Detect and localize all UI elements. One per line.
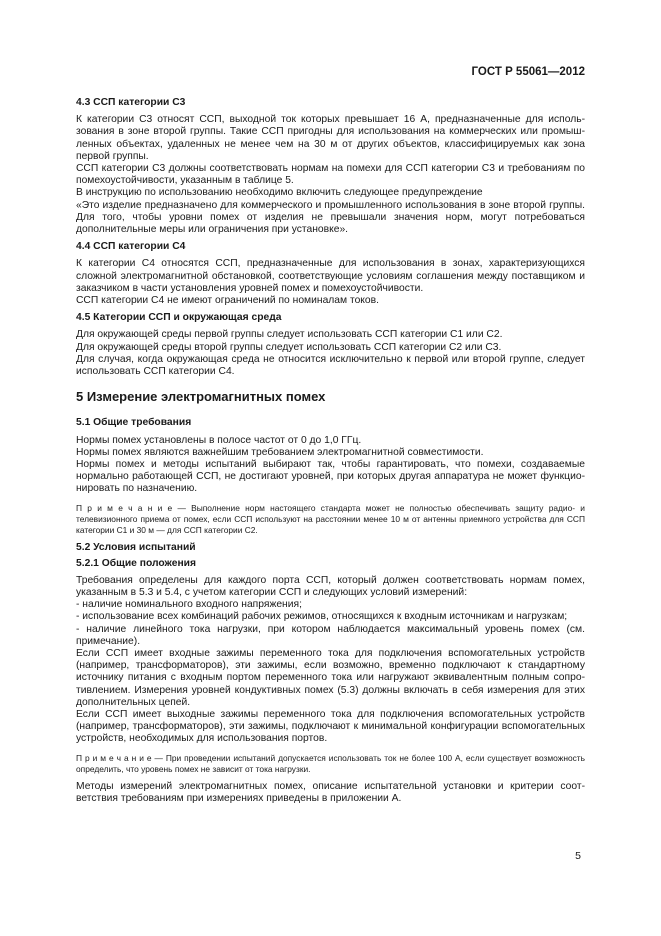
paragraph: Нормы помех установлены в полосе частот от 0 до 1,0 ГГц. xyxy=(76,434,362,446)
list-item: - наличие номинального входного напряжения; xyxy=(76,599,302,611)
paragraph: Для окружающей среды первой группы следует использовать ССП категории С1 или С2. xyxy=(76,329,503,341)
list-item: - использование всех комбинаций рабочих режимов, относящихся к входным источникам и нагрузкам; xyxy=(76,611,568,623)
document-standard-id: ГОСТ Р 55061—2012 xyxy=(471,66,585,78)
section-5-1-heading: 5.1 Общие требования xyxy=(76,417,192,429)
paragraph: Нормы помех являются важнейшим требованием электромагнитной совместимости. xyxy=(76,446,484,458)
section-4-3-heading: 4.3 ССП категории С3 xyxy=(76,97,186,108)
section-4-4-heading: 4.4 ССП категории С4 xyxy=(76,241,186,253)
paragraph: Если ССП имеет входные зажимы переменного тока для подключения вспомогательных устройств (например, трансформаторов), эти зажимы, если возможно, временно подключают к стандартному источнику питания с входным портом переменного тока или нагружают эквивалентным полным сопротивлением. Измерения уровней кондуктивных помех (5.3) должны включать в себя измерения для этих дополнительных цепей. xyxy=(76,647,585,708)
paragraph: ССП категории С3 должны соответствовать нормам на помехи для ССП категории С3 и требованиям по помехоустойчивости, указанным в таблице 5. xyxy=(76,163,585,187)
note: П р и м е ч а н и е — Выполнение норм настоящего стандарта может не полностью обеспечивать защиту радио- и телевизионного приема от помех, если ССП используют на расстоянии менее 10 м от антенны приемного устройства для ССП категории С1 и 30 м — для ССП категории С2. xyxy=(76,502,585,536)
section-4-5-heading: 4.5 Категории ССП и окружающая среда xyxy=(76,312,282,324)
paragraph: Для окружающей среды второй группы следует использовать ССП категории С2 или С3. xyxy=(76,341,502,353)
page-number: 5 xyxy=(575,850,581,862)
paragraph: В инструкцию по использованию необходимо включить следующее предупреждение xyxy=(76,187,483,199)
paragraph: ССП категории С4 не имеют ограничений по номиналам токов. xyxy=(76,295,379,307)
paragraph: Для случая, когда окружающая среда не относится исключительно к первой или второй группе, следует использовать ССП категории С4. xyxy=(76,353,585,378)
section-5-2-heading: 5.2 Условия испытаний xyxy=(76,542,196,554)
paragraph: Методы измерений электромагнитных помех, описание испытательной установки и критерии соответствия требованиям при измерениях приведены в приложении А. xyxy=(76,780,585,805)
list-item: - наличие линейного тока нагрузки, при котором наблюдается максимальный уровень помех (см. примечание). xyxy=(76,623,585,647)
paragraph: Нормы помех и методы испытаний выбирают так, чтобы гарантировать, что помехи, создаваемые нормально работающей ССП, не достигают уровней, при которых другая аппаратура не может функционировать по назначению. xyxy=(76,459,585,495)
section-5-2-1-heading: 5.2.1 Общие положения xyxy=(76,557,196,569)
paragraph: Требования определены для каждого порта ССП, который должен соответствовать нормам помех, указанным в 5.3 и 5.4, с учетом категории ССП и следующих условий измерений: xyxy=(76,574,585,598)
note: П р и м е ч а н и е — При проведении испытаний допускается использовать ток не более 100 А, если существует возможность определить, что уровень помех не зависит от тока нагрузки. xyxy=(76,752,585,774)
document-body xyxy=(76,97,585,805)
paragraph: «Это изделие предназначено для коммерческого и промышленного использования в зоне второй группы. Для того, чтобы уровни помех от изделия не превышали значения норм, могут потребоваться дополнительные меры или ограничения при установке». xyxy=(76,199,585,236)
paragraph: Если ССП имеет выходные зажимы переменного тока для подключения вспомогательных устройств (например, трансформаторов), эти зажимы, подключают к минимальной конфигурации вспомогательных устройств, необходимых для использования портов. xyxy=(76,708,585,745)
paragraph: К категории С4 относятся ССП, предназначенные для использования в зонах, характеризующихся сложной электромагнитной обстановкой, соответствующие условиям соглашения между поставщиком и заказчиком в части установления уровней помех и помехоустойчивости. xyxy=(76,258,585,294)
paragraph: К категории С3 относят ССП, выходной ток которых превышает 16 А, предназначенные для использования в зоне второй группы. Такие ССП пригодны для использования на коммерческих или промышленных объектах, удаленных не менее чем на 30 м от других объектов, классифицируемых как зона первой группы. xyxy=(76,114,585,162)
section-5-heading: 5 Измерение электромагнитных помех xyxy=(76,389,326,405)
